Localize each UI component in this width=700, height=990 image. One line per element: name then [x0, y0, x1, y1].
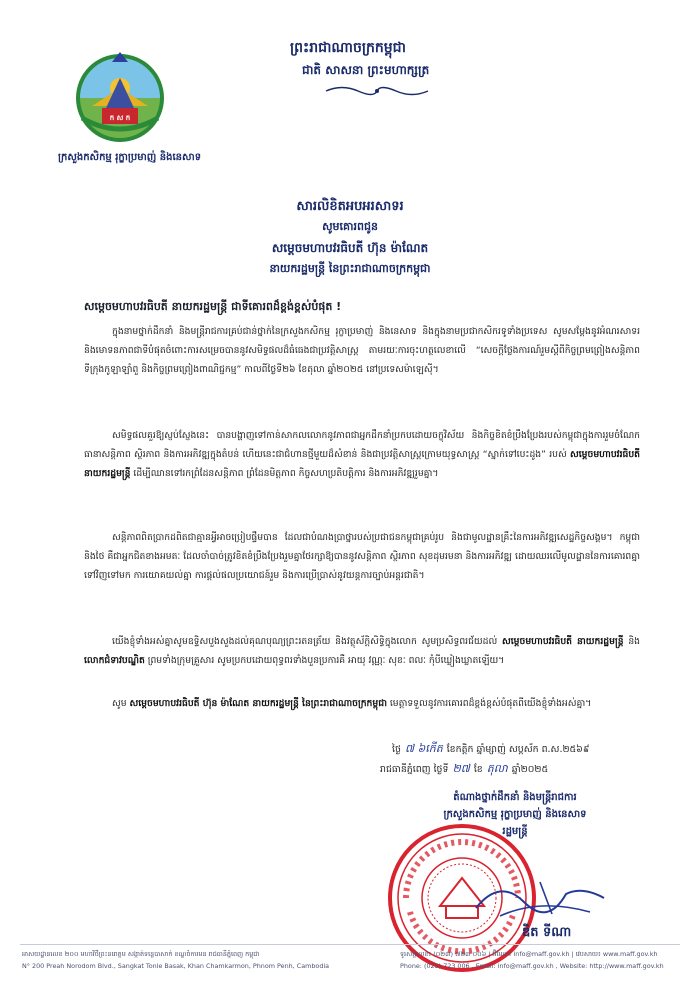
kingdom-title: ព្រះរាជាណាចក្រកម្ពុជា	[290, 40, 407, 56]
lunar-date	[392, 742, 589, 758]
footer-contact-km: ទូរស័ព្ទលេខ៖ (០២៣) ៧២៣ ០០៦ | អ៊ីមែល៖ info@maff.gov.kh | វេបសាយ៖ www.maff.gov.kh	[400, 950, 658, 958]
paragraph-1-text: ក្នុងនាមថ្នាក់ដឹកនាំ និងមន្ត្រីរាជការគ្រប់ជាន់ថ្នាក់នៃក្រសួងកសិកម្ម រុក្ខាប្រមាញ់ និងនេសាទ និងក្នុងនាមប្រជាកសិករទូទាំងប្រទេស សូមសម្តែងនូវអំណរសាទរ និងមោទនភាពជាទីបំផុតចំពោះការសម្រេចបាននូវសមិទ្ធផលដ៏ធំធេងជាប្រវត្តិសាស្ត្រ តាមរយៈការចុះហត្ថលេខាលើ “សេចក្តីថ្លែងការណ៍រួមស្តីពីកិច្ចព្រមព្រៀងសន្តិភាពទីក្រុងកូឡាឡាំពួ និងកិច្ចព្រមព្រៀងពាណិជ្ជកម្ម” កាលពីថ្ងៃទី២៦ ខែតុលា ឆ្នាំ២០២៥ នៅប្រទេសម៉ាឡេស៊ី។	[84, 326, 640, 375]
letter-title: សារលិខិតអបអរសាទរ	[296, 199, 404, 214]
solar-date-prefix: រាជធានីភ្នំពេញ ថ្ងៃទី	[380, 764, 449, 775]
paragraph-2-text: សមិទ្ធផលគួរឱ្យស្ញប់ស្ញែងនេះ បានបង្ហាញទៅកាន់សាកលលោកនូវភាពជាអ្នកដឹកនាំប្រកបដោយចក្ខុវិស័យ និងកិច្ចខិតខំប្រឹងប្រែងរបស់កម្ពុជាក្នុងការរួមចំណែកធានាសន្តិភាព ស្ថិរភាព និងការអភិវឌ្ឍក្នុងតំបន់ ហើយនេះជាជំហានថ្មីមួយដ៏សំខាន់ និងជាប្រវត្តិសាស្ត្រក្រោមយុទ្ធសាស្ត្រ “ស្នាក់ទៅបេះដូង” របស់	[84, 430, 640, 460]
addressed-to: សូមគោរពជូន	[322, 220, 378, 233]
signer-name: ឌិត ទីណា	[522, 925, 572, 940]
paragraph-4-mid: និង	[628, 636, 640, 647]
paragraph-4-end: ព្រមទាំងក្រុមគ្រួសារ សូមប្រកបដោយពុទ្ធពរទាំងបួនប្រការគឺ អាយុ វណ្ណៈ សុខៈ ពលៈ កុំបីឃ្លៀងឃ្លាតឡើយ។	[147, 655, 505, 666]
paragraph-4-bold-2: លោកជំទាវបណ្ឌិត	[84, 655, 145, 666]
footer-address-km: អាសយដ្ឋានលេខ ២០០ មហាវិថីព្រះនរោត្តម សង្កាត់ទន្លេបាសាក់ ខណ្ឌចំការមន រាជធានីភ្នំពេញ កម្ពុជា	[22, 950, 260, 958]
paragraph-4-text: យើងខ្ញុំទាំងអស់គ្នាសូមឧទ្ទិសបួងសួងដល់គុណបុណ្យព្រះរតនត្រ័យ និងវត្ថុស័ក្តិសិទ្ធិក្នុងលោក សូមប្រសិទ្ធពរជ័យដល់	[112, 636, 498, 647]
salutation: សម្តេចមហាបវរធិបតី នាយករដ្ឋមន្ត្រី ជាទីគោរពដ៏ខ្ពង់ខ្ពស់បំផុត !	[84, 300, 342, 313]
solar-date-day: ២៧	[452, 762, 470, 775]
ministry-logo-icon	[72, 48, 168, 144]
solar-date-year: ឆ្នាំ២០២៥	[511, 764, 549, 775]
paragraph-1	[84, 322, 640, 420]
paragraph-4	[84, 632, 640, 690]
lunar-date-handwritten: ៧ ៦កើត	[404, 742, 443, 755]
signature-icon	[470, 868, 610, 928]
lunar-date-suffix: ខែកត្តិក ឆ្នាំម្សាញ់ សប្តស័ក ព.ស.២៥៦៩	[446, 744, 590, 755]
recipient-name: សម្តេចមហាបវរធិបតី ហ៊ុន ម៉ាណែត	[271, 241, 429, 255]
signatory-position: រដ្ឋមន្ត្រី	[502, 826, 528, 837]
paragraph-5-end: មេត្តាទទួលនូវការគោរពដ៏ខ្ពង់ខ្ពស់បំផុតពីយើងខ្ញុំទាំងអស់គ្នា។	[389, 698, 592, 709]
lunar-date-prefix: ថ្ងៃ	[392, 744, 401, 755]
solar-date	[380, 762, 548, 778]
paragraph-2-end: ដើម្បីឈានទៅរកព្រំដែនសន្តិភាព ព្រំដែនមិត្តភាព កិច្ចសហប្រតិបត្តិការ និងការអភិវឌ្ឍរួមគ្នា។	[133, 468, 439, 479]
paragraph-4-bold-1: សម្តេចមហាបវរធិបតី នាយករដ្ឋមន្ត្រី	[502, 636, 624, 647]
paragraph-5-text: សូម	[112, 698, 127, 709]
logo-text: ក ស ក	[109, 114, 131, 122]
signatory-line-2: ក្រសួងកសិកម្ម រុក្ខាប្រមាញ់ និងនេសាទ	[443, 809, 587, 820]
recipient-position: នាយករដ្ឋមន្ត្រី នៃព្រះរាជាណាចក្រកម្ពុជា	[269, 262, 431, 275]
solar-date-month: តុលា	[486, 762, 508, 775]
footer-divider	[20, 944, 680, 945]
paragraph-5-bold: សម្តេចមហាបវរធិបតី ហ៊ុន ម៉ាណែត នាយករដ្ឋមន្ត្រី នៃព្រះរាជាណាចក្រកម្ពុជា	[129, 698, 387, 709]
solar-date-month-prefix: ខែ	[473, 764, 483, 775]
national-motto: ជាតិ សាសនា ព្រះមហាក្សត្រ	[302, 63, 430, 77]
paragraph-3	[84, 528, 640, 628]
paragraph-5	[84, 694, 640, 734]
ornament-divider-icon	[322, 84, 432, 98]
paragraph-2	[84, 426, 640, 524]
signatory-line-1: តំណាងថ្នាក់ដឹកនាំ និងមន្ត្រីរាជការ	[453, 792, 577, 803]
footer-address-en: N° 200 Preah Norodom Blvd., Sangkat Tonle Basak, Khan Chamkarmon, Phnom Penh, Cambodia	[22, 962, 330, 970]
footer-contact-en: Phone: (023) 723 006 , Email: info@maff.gov.kh , Website: http://www.maff.gov.kh	[400, 962, 664, 970]
ministry-name: ក្រសួងកសិកម្ម រុក្ខាប្រមាញ់ និងនេសាទ	[58, 152, 202, 163]
paragraph-2-bold: សម្តេចមហាបវរធិបតី នាយករដ្ឋមន្ត្រី	[84, 449, 640, 479]
paragraph-3-text: សន្តិភាពពិតប្រាកដពិតជាគ្មានអ្វីអាចប្រៀបផ្ទឹមបាន ដែលជាបំណងប្រាថ្នារបស់ប្រជាជនកម្ពុជាគ្រប់រូប និងជាមូលដ្ឋានគ្រឹះនៃការអភិវឌ្ឍសេដ្ឋកិច្ចសង្គម។ កម្ពុជា និងថៃ គឺជាអ្នកជិតខាងអមតៈ ដែលចាំបាច់ត្រូវខិតខំប្រឹងប្រែងរួមគ្នាថែរក្សាឱ្យបាននូវសន្តិភាព ស្ថិរភាព សុខដុមរមនា និងការអភិវឌ្ឍ ដោយឈរលើមូលដ្ឋាននៃការគោរពគ្នាទៅវិញទៅមក ការយោគយល់គ្នា ការផ្តល់ផលប្រយោជន៍រួម និងការប្រើប្រាស់នូវយន្តការច្បាប់អន្តរជាតិ។	[84, 532, 640, 581]
